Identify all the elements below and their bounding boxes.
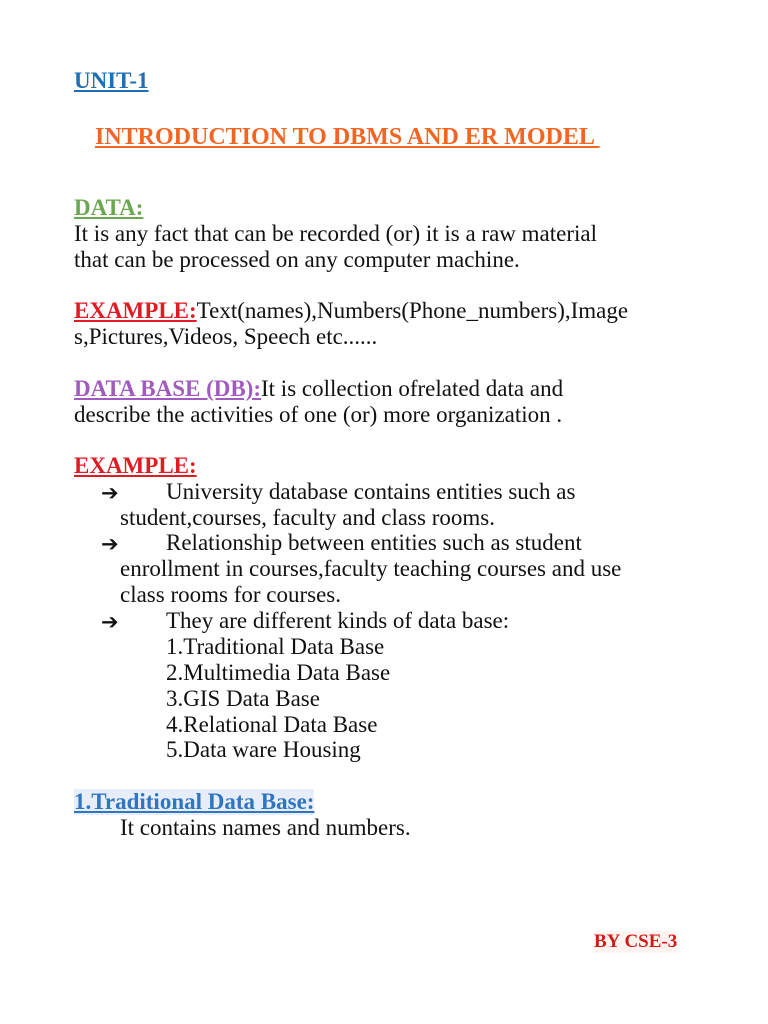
data-definition-line-2: that can be processed on any computer machine. (74, 247, 520, 272)
example-1-line-1 (74, 298, 628, 324)
arrow-icon: ➔ (101, 481, 119, 505)
traditional-db-text: It contains names and numbers. (120, 815, 411, 840)
database-definition-line-2: describe the activities of one (or) more organization . (74, 402, 563, 427)
database-kind-item: 5.Data ware Housing (166, 737, 361, 762)
document-title: INTRODUCTION TO DBMS AND ER MODEL (95, 124, 600, 150)
database-label: DATA BASE (DB): (74, 376, 261, 401)
example-2-label: EXAMPLE: (74, 453, 197, 478)
bullet-1-line-1: University database contains entities such as (166, 479, 576, 504)
database-kind-item: 4.Relational Data Base (166, 712, 378, 737)
bullet-2-line-1: Relationship between entities such as student (166, 530, 582, 555)
arrow-icon: ➔ (101, 610, 119, 634)
example-1-text: Text(names),Numbers(Phone_numbers),Image (196, 298, 629, 323)
example-1-line-2: s,Pictures,Videos, Speech etc...... (74, 324, 378, 349)
traditional-db-heading: 1.Traditional Data Base: (74, 789, 315, 814)
bullet-1-line-2: student,courses, faculty and class rooms. (120, 505, 495, 530)
database-kind-item: 1.Traditional Data Base (166, 634, 385, 659)
example-1-label: EXAMPLE: (74, 298, 197, 323)
unit-heading: UNIT-1 (74, 68, 149, 93)
data-heading: DATA: (74, 195, 144, 220)
database-definition-line-1 (74, 376, 563, 402)
arrow-icon: ➔ (101, 532, 119, 556)
data-definition-line-1: It is any fact that can be recorded (or) it is a raw material (74, 221, 598, 246)
database-kind-item: 2.Multimedia Data Base (166, 660, 391, 685)
bullet-2-line-3: class rooms for courses. (120, 582, 342, 607)
database-text: It is collection ofrelated data and (261, 376, 564, 401)
bullet-2-line-2: enrollment in courses,faculty teaching courses and use (120, 556, 622, 581)
database-kind-item: 3.GIS Data Base (166, 686, 320, 711)
bullet-3-line-1: They are different kinds of data base: (166, 608, 510, 633)
footer-credit: BY CSE-3 (594, 931, 678, 952)
